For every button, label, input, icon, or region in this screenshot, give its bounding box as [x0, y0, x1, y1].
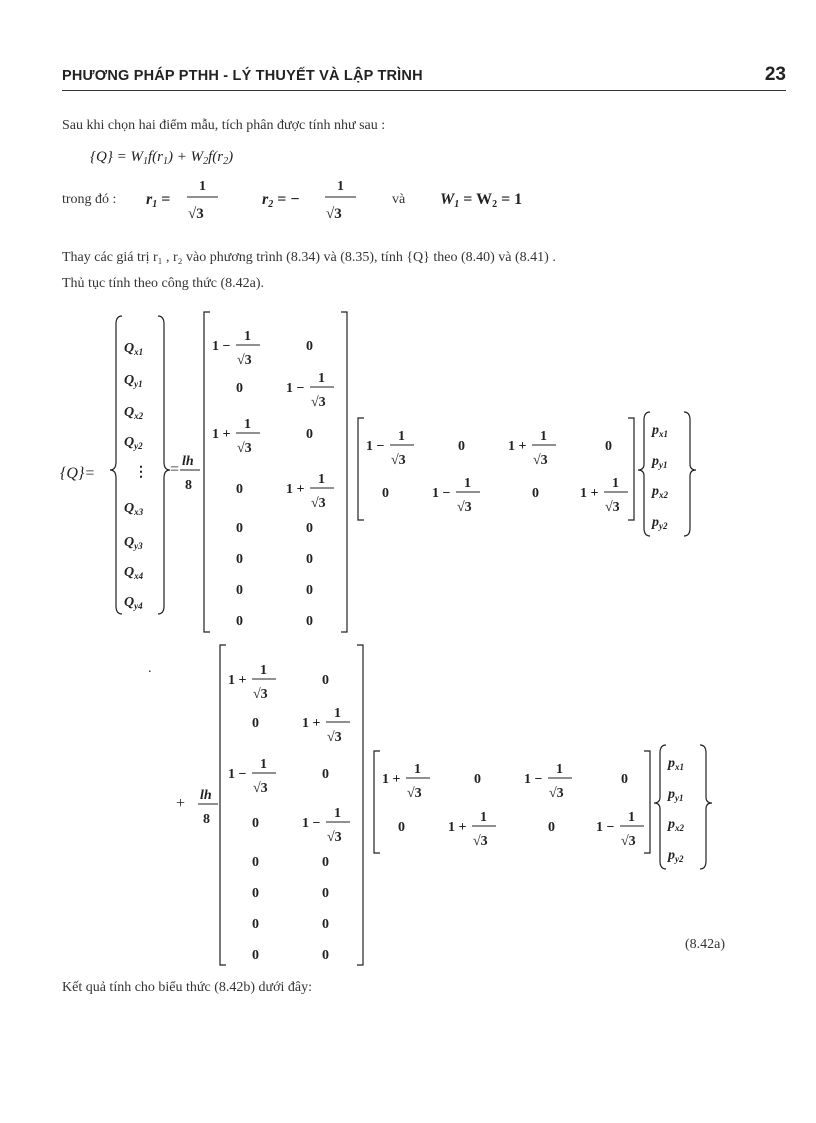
svg-text:0: 0: [474, 772, 481, 787]
first-term: [60, 312, 696, 632]
svg-text:py1: $p_{y1}$: [668, 787, 684, 803]
svg-text:√3: √3: [473, 834, 488, 849]
svg-text:√3: √3: [533, 453, 548, 468]
svg-text:Qx4: $Q_{x4}$: [124, 565, 144, 581]
svg-text:0: 0: [306, 427, 313, 442]
svg-text:0: 0: [252, 917, 259, 932]
svg-text:0: 0: [252, 816, 259, 831]
svg-text:√3: √3: [253, 781, 268, 796]
second-term: [148, 645, 712, 965]
svg-text:Qy2: $Q_{y2}$: [124, 435, 143, 451]
svg-text:1 +: 1 +: [302, 716, 321, 731]
svg-text:0: 0: [322, 767, 329, 782]
svg-text:0: 0: [322, 673, 329, 688]
svg-text:0: 0: [322, 886, 329, 901]
weights-definition: [440, 191, 522, 210]
svg-text:{Q}=: {Q}=: [60, 465, 96, 482]
svg-text:py2: $p_{y2}$: [668, 848, 684, 864]
svg-text:0: 0: [458, 439, 465, 454]
svg-text:Qx2: $Q_{x2}$: [124, 405, 144, 421]
svg-text:0: 0: [306, 552, 313, 567]
svg-text:1 +: 1 +: [508, 439, 527, 454]
svg-text:1: 1: [398, 429, 405, 444]
svg-text:√3: √3: [326, 206, 342, 222]
svg-text:√3: √3: [457, 500, 472, 515]
svg-text:1 +: 1 +: [228, 673, 247, 688]
svg-text:1 −: 1 −: [366, 439, 385, 454]
svg-text:1 +: 1 +: [580, 486, 599, 501]
svg-text:Qy1: $Q_{y1}$: [124, 373, 143, 389]
svg-text:√3: √3: [188, 206, 204, 222]
svg-text:Qx1: $Q_{x1}$: [124, 341, 144, 357]
svg-text:1 +: 1 +: [448, 820, 467, 835]
svg-text:1 −: 1 −: [524, 772, 543, 787]
svg-text:1: 1: [464, 476, 471, 491]
svg-text:1: 1: [318, 472, 325, 487]
svg-text:0: 0: [236, 614, 243, 629]
svg-text:8: 8: [203, 812, 210, 827]
svg-text:√3: √3: [253, 687, 268, 702]
svg-text:√3: √3: [327, 730, 342, 745]
svg-text:Qy3: $Q_{y3}$: [124, 535, 143, 551]
svg-text:1: 1: [199, 179, 206, 194]
and-word: và: [392, 192, 406, 207]
result-paragraph: Kết quả tính cho biểu thức (8.42b) dưới đây:: [62, 980, 313, 995]
svg-text:1: 1: [628, 810, 635, 825]
substitute-paragraph: Thay các giá trị r₁ , r₂ vào phương trình (8.34) và (8.35), tính {Q} theo (8.40) và (8.41) .: [62, 250, 556, 265]
svg-text:1: 1: [334, 706, 341, 721]
svg-text:1 +: 1 +: [382, 772, 401, 787]
svg-text:0: 0: [548, 820, 555, 835]
svg-text:px1: $p_{x1}$: [652, 423, 668, 439]
svg-text:px1: $p_{x1}$: [668, 756, 684, 772]
svg-text:Qx3: $Q_{x3}$: [124, 501, 144, 517]
svg-text:0: 0: [236, 381, 243, 396]
svg-text:√3: √3: [407, 786, 422, 801]
svg-text:0: 0: [236, 583, 243, 598]
equation-number: (8.42a): [685, 937, 726, 952]
svg-text:1: 1: [556, 762, 563, 777]
svg-text:1: 1: [480, 810, 487, 825]
svg-text:1 −: 1 −: [302, 816, 321, 831]
r1-definition: [146, 179, 218, 222]
svg-text:0: 0: [236, 521, 243, 536]
svg-text:1: 1: [612, 476, 619, 491]
svg-text:0: 0: [252, 948, 259, 963]
svg-text:lh: lh: [200, 788, 212, 803]
svg-text:1: 1: [414, 762, 421, 777]
svg-text:lh: lh: [182, 454, 194, 469]
svg-text:1 −: 1 −: [212, 339, 231, 354]
svg-text:1 −: 1 −: [286, 381, 305, 396]
svg-text:0: 0: [322, 948, 329, 963]
svg-text:px2: $p_{x2}$: [652, 484, 668, 500]
svg-text:py2: $p_{y2}$: [652, 515, 668, 531]
svg-text:{Q} = W1f(r1) + W2f(r2): $\{Q\} = W_1f(r_1) + W_2f(r_2)$: [90, 149, 234, 167]
svg-text:0: 0: [322, 917, 329, 932]
where-label: trong đó :: [62, 192, 117, 207]
svg-text:r1 =: r1 =: [146, 191, 171, 210]
svg-text:0: 0: [322, 855, 329, 870]
svg-text:1: 1: [337, 179, 344, 194]
svg-text:1: 1: [318, 371, 325, 386]
svg-text:1 −: 1 −: [228, 767, 247, 782]
svg-text:0: 0: [398, 820, 405, 835]
svg-text:0: 0: [605, 439, 612, 454]
quadrature-equation: [90, 149, 233, 167]
svg-text:+: +: [176, 795, 186, 812]
page-number: 23: [764, 64, 786, 85]
svg-text:0: 0: [252, 716, 259, 731]
svg-text:=: =: [170, 461, 180, 478]
svg-text:.: .: [148, 661, 152, 676]
svg-text:0: 0: [382, 486, 389, 501]
svg-text:√3: √3: [621, 834, 636, 849]
svg-text:py1: $p_{y1}$: [652, 454, 668, 470]
svg-text:0: 0: [306, 521, 313, 536]
svg-text:1: 1: [260, 663, 267, 678]
svg-text:√3: √3: [549, 786, 564, 801]
svg-text:√3: √3: [237, 353, 252, 368]
svg-text:0: 0: [252, 886, 259, 901]
svg-text:1 −: 1 −: [432, 486, 451, 501]
svg-text:1 +: 1 +: [212, 427, 231, 442]
svg-text:r2 = −: r2 = −: [262, 191, 300, 210]
svg-text:0: 0: [236, 552, 243, 567]
svg-text:1: 1: [260, 757, 267, 772]
svg-text:0: 0: [532, 486, 539, 501]
svg-text:Qy4: $Q_{y4}$: [124, 595, 143, 611]
svg-text:√3: √3: [311, 395, 326, 410]
svg-text:1: 1: [334, 806, 341, 821]
svg-text:√3: √3: [311, 496, 326, 511]
svg-text:1: 1: [540, 429, 547, 444]
intro-paragraph: Sau khi chọn hai điểm mẫu, tích phân được tính như sau :: [62, 118, 386, 133]
svg-text:W1 = W2 = 1: W1 = W2 = 1: [440, 191, 523, 210]
svg-text:⋮: ⋮: [134, 465, 148, 480]
svg-text:1 −: 1 −: [596, 820, 615, 835]
svg-text:√3: √3: [237, 441, 252, 456]
svg-text:0: 0: [306, 583, 313, 598]
svg-text:√3: √3: [605, 500, 620, 515]
svg-text:8: 8: [185, 478, 192, 493]
svg-text:0: 0: [306, 614, 313, 629]
r2-definition: [262, 179, 356, 222]
svg-text:1: 1: [244, 417, 251, 432]
procedure-paragraph: Thủ tục tính theo công thức (8.42a).: [62, 276, 264, 291]
svg-text:1 +: 1 +: [286, 482, 305, 497]
running-title: PHƯƠNG PHÁP PTHH - LÝ THUYẾT VÀ LẬP TRÌNH: [62, 68, 423, 84]
svg-text:1: 1: [244, 329, 251, 344]
svg-text:0: 0: [252, 855, 259, 870]
svg-text:0: 0: [236, 482, 243, 497]
svg-text:√3: √3: [327, 830, 342, 845]
svg-text:0: 0: [621, 772, 628, 787]
svg-text:px2: $p_{x2}$: [668, 817, 684, 833]
svg-text:0: 0: [306, 339, 313, 354]
svg-text:√3: √3: [391, 453, 406, 468]
